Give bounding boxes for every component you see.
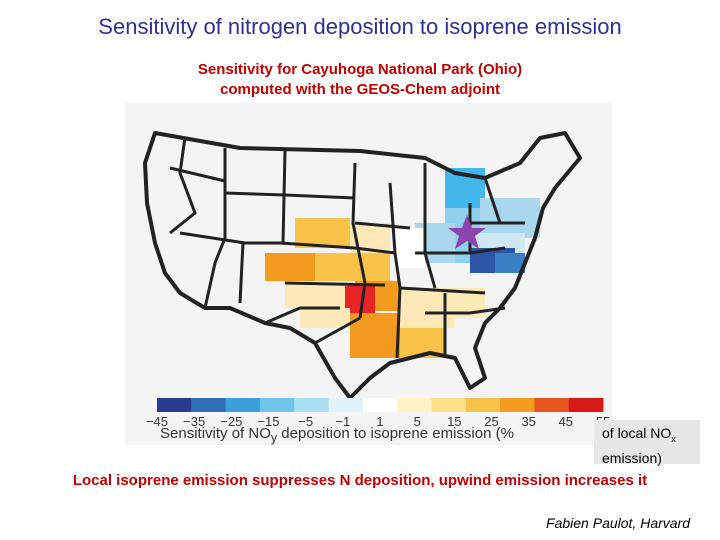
colorbar [157, 398, 604, 412]
units-line1 [602, 424, 700, 449]
colorbar-tick-label: −45 [145, 414, 169, 429]
colorbar-swatch [329, 398, 364, 412]
colorbar-swatch [397, 398, 432, 412]
cell-ne-lightblue [480, 198, 540, 238]
colorbar-tick-label: 1 [376, 414, 384, 429]
map-caption-line1: Sensitivity for Cayuhoga National Park (Ohio) [197, 61, 523, 78]
slide-title: Sensitivity of nitrogen deposition to isoprene emission [98, 14, 622, 39]
map-caption [140, 60, 580, 100]
colorbar-swatch [432, 398, 467, 412]
colorbar-tick-label: −1 [335, 414, 351, 429]
colorbar-swatch [260, 398, 295, 412]
colorbar-swatch [363, 398, 398, 412]
map-caption-line2: computed with the GEOS-Chem adjoint [219, 81, 500, 98]
colorbar-swatch [157, 398, 192, 412]
colorbar-tick-label: 35 [521, 414, 536, 429]
colorbar-label-prefix: Sensitivity of NO [160, 425, 271, 442]
colorbar-tick-label: 25 [484, 414, 499, 429]
colorbar-swatch [466, 398, 501, 412]
colorbar-tick-label: −35 [183, 414, 206, 429]
colorbar-label-suffix: deposition to isoprene emission (% [277, 425, 514, 442]
colorbar-tick-label: 15 [447, 414, 462, 429]
colorbar-tick-label: 5 [413, 414, 421, 429]
colorbar-swatch [534, 398, 569, 412]
colorbar-tick-label: −5 [298, 414, 314, 429]
colorbar-swatch [294, 398, 329, 412]
colorbar-tick-label: −25 [220, 414, 243, 429]
colorbar-swatch [569, 398, 604, 412]
cell-mo-orange [315, 253, 390, 281]
cell-tx-pale [300, 308, 350, 328]
cell-il-white [395, 228, 425, 268]
us-map [125, 103, 612, 445]
colorbar-swatch [500, 398, 535, 412]
colorbar-label [160, 425, 514, 445]
units-line2: emission) [602, 449, 662, 466]
cell-ok-orange [285, 283, 355, 308]
colorbar-swatch [191, 398, 226, 412]
units-line1-sub: x [671, 433, 676, 444]
colorbar-swatch [226, 398, 261, 412]
colorbar-tick-label: −15 [257, 414, 280, 429]
colorbar-units [594, 420, 700, 464]
cell-ks-orange [265, 253, 315, 281]
conclusion-text: Local isoprene emission suppresses N deposition, upwind emission increases it [72, 472, 648, 489]
sensitivity-map [125, 103, 612, 445]
colorbar-tick-label: 45 [558, 414, 574, 429]
credit-text: Fabien Paulot, Harvard [546, 515, 690, 531]
colorbar-label-sub: y [270, 431, 278, 445]
units-line1-prefix: of local NO [602, 425, 672, 441]
